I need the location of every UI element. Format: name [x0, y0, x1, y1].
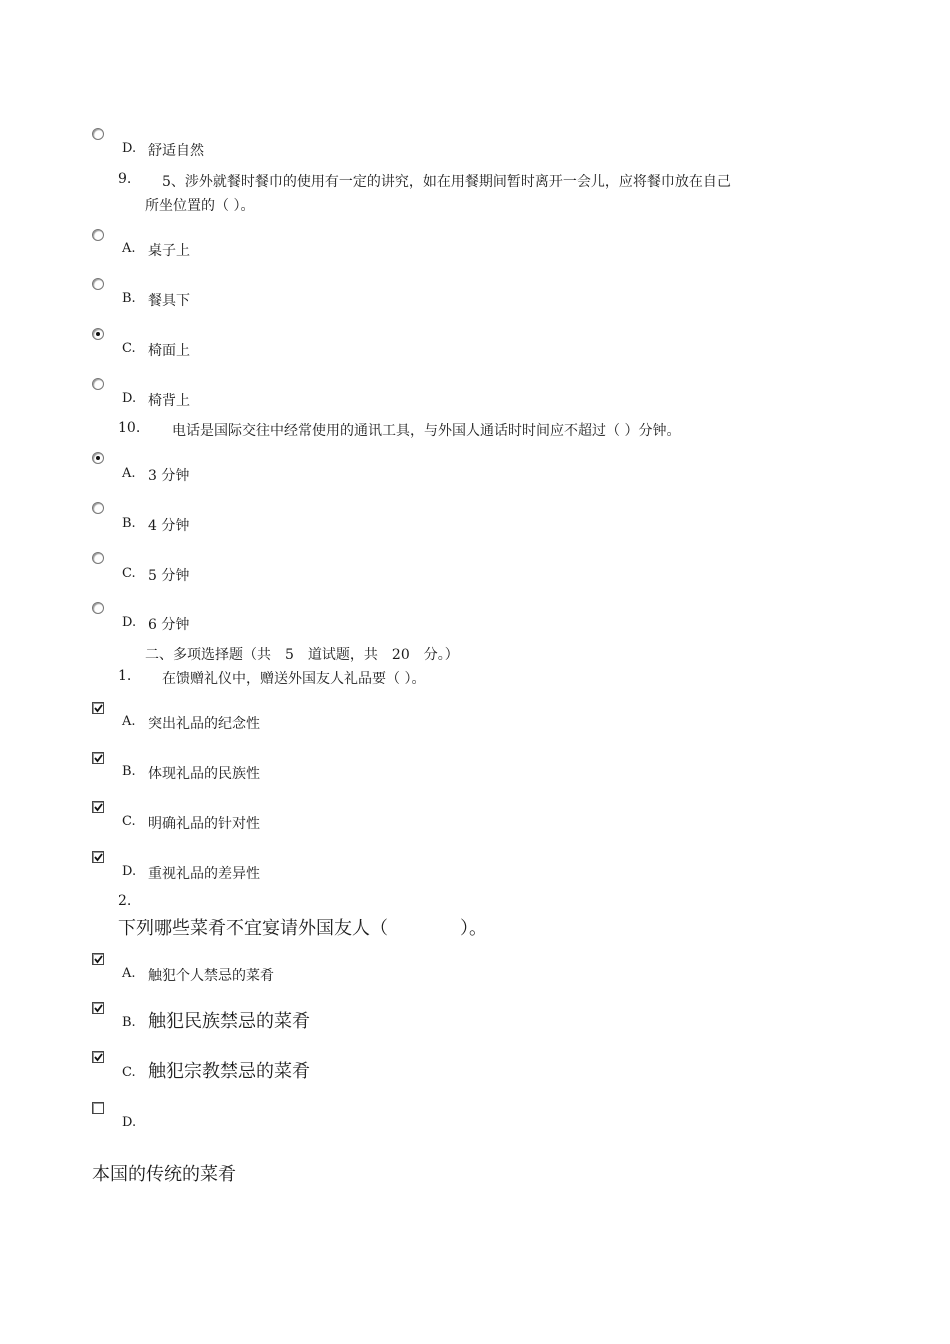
- q10-option-a-radio[interactable]: [92, 452, 104, 464]
- mq1-option-a-text: 突出礼品的纪念性: [148, 716, 260, 732]
- mq1-number: 1.: [118, 668, 132, 684]
- q9-option-a-text: 桌子上: [148, 243, 190, 259]
- check-icon: [93, 1052, 104, 1063]
- check-icon: [93, 852, 104, 863]
- q8-option-d-letter: D.: [122, 141, 137, 156]
- q9-option-a-radio[interactable]: [92, 229, 104, 241]
- mq1-option-a-checkbox[interactable]: [92, 702, 104, 714]
- q8-option-d-radio[interactable]: [92, 128, 104, 140]
- q10-option-a-text: 3 分钟: [148, 468, 190, 484]
- mq1-option-b-text: 体现礼品的民族性: [148, 766, 260, 782]
- mq1-option-d-letter: D.: [122, 864, 137, 879]
- q10-option-c-text: 5 分钟: [148, 568, 190, 584]
- q9-option-c-radio[interactable]: [92, 328, 104, 340]
- check-icon: [93, 703, 104, 714]
- check-icon: [93, 954, 104, 965]
- mq2-option-d-letter: D.: [122, 1115, 137, 1130]
- q10-option-c-radio[interactable]: [92, 552, 104, 564]
- q9-option-b-letter: B.: [122, 291, 136, 306]
- q9-option-a-letter: A.: [122, 241, 136, 256]
- mq2-option-b-checkbox[interactable]: [92, 1002, 104, 1014]
- mq2-text: 下列哪些菜肴不宜宴请外国友人（ ）。: [118, 918, 487, 939]
- q10-option-d-letter: D.: [122, 615, 137, 630]
- mq1-option-c-letter: C.: [122, 814, 136, 829]
- q10-option-b-text: 4 分钟: [148, 518, 190, 534]
- mq2-option-b-letter: B.: [122, 1015, 136, 1030]
- mq1-option-b-letter: B.: [122, 764, 136, 779]
- mq2-option-a-text: 触犯个人禁忌的菜肴: [148, 968, 274, 984]
- mq2-option-c-text: 触犯宗教禁忌的菜肴: [148, 1061, 310, 1082]
- q10-option-a-letter: A.: [122, 466, 136, 481]
- q10-text: 电话是国际交往中经常使用的通讯工具，与外国人通话时时间应不超过（ ）分钟。: [172, 423, 681, 439]
- q9-option-b-text: 餐具下: [148, 293, 190, 309]
- q9-option-d-letter: D.: [122, 391, 137, 406]
- mq2-option-a-checkbox[interactable]: [92, 953, 104, 965]
- mq1-option-a-letter: A.: [122, 714, 136, 729]
- mq1-option-c-text: 明确礼品的针对性: [148, 816, 260, 832]
- section2-heading: 二、多项选择题（共 5 道试题，共 20 分。）: [145, 647, 459, 663]
- mq2-option-c-checkbox[interactable]: [92, 1051, 104, 1063]
- check-icon: [93, 753, 104, 764]
- mq2-option-d-text: 本国的传统的菜肴: [92, 1164, 236, 1185]
- check-icon: [93, 802, 104, 813]
- q10-option-b-letter: B.: [122, 516, 136, 531]
- q9-option-b-radio[interactable]: [92, 278, 104, 290]
- q10-option-d-radio[interactable]: [92, 602, 104, 614]
- q8-option-d-text: 舒适自然: [148, 143, 204, 159]
- mq1-text: 在馈赠礼仪中，赠送外国友人礼品要（ ）。: [162, 671, 426, 687]
- mq2-option-d-checkbox[interactable]: [92, 1102, 104, 1114]
- mq1-option-c-checkbox[interactable]: [92, 801, 104, 813]
- check-icon: [93, 1003, 104, 1014]
- q9-text-line1: 5、涉外就餐时餐巾的使用有一定的讲究，如在用餐期间暂时离开一会儿，应将餐巾放在自己: [162, 174, 731, 190]
- q9-option-d-radio[interactable]: [92, 378, 104, 390]
- mq2-option-a-letter: A.: [122, 966, 136, 981]
- mq1-option-d-text: 重视礼品的差异性: [148, 866, 260, 882]
- q10-option-c-letter: C.: [122, 566, 136, 581]
- q9-text-line2: 所坐位置的（ ）。: [145, 198, 255, 214]
- q9-number: 9.: [118, 171, 132, 187]
- q9-option-c-text: 椅面上: [148, 343, 190, 359]
- q10-option-d-text: 6 分钟: [148, 617, 190, 633]
- q10-option-b-radio[interactable]: [92, 502, 104, 514]
- q10-number: 10.: [118, 420, 141, 436]
- mq2-option-b-text: 触犯民族禁忌的菜肴: [148, 1011, 310, 1032]
- mq1-option-d-checkbox[interactable]: [92, 851, 104, 863]
- mq2-option-c-letter: C.: [122, 1065, 136, 1080]
- q9-option-c-letter: C.: [122, 341, 136, 356]
- mq1-option-b-checkbox[interactable]: [92, 752, 104, 764]
- mq2-number: 2.: [118, 893, 132, 909]
- q9-option-d-text: 椅背上: [148, 393, 190, 409]
